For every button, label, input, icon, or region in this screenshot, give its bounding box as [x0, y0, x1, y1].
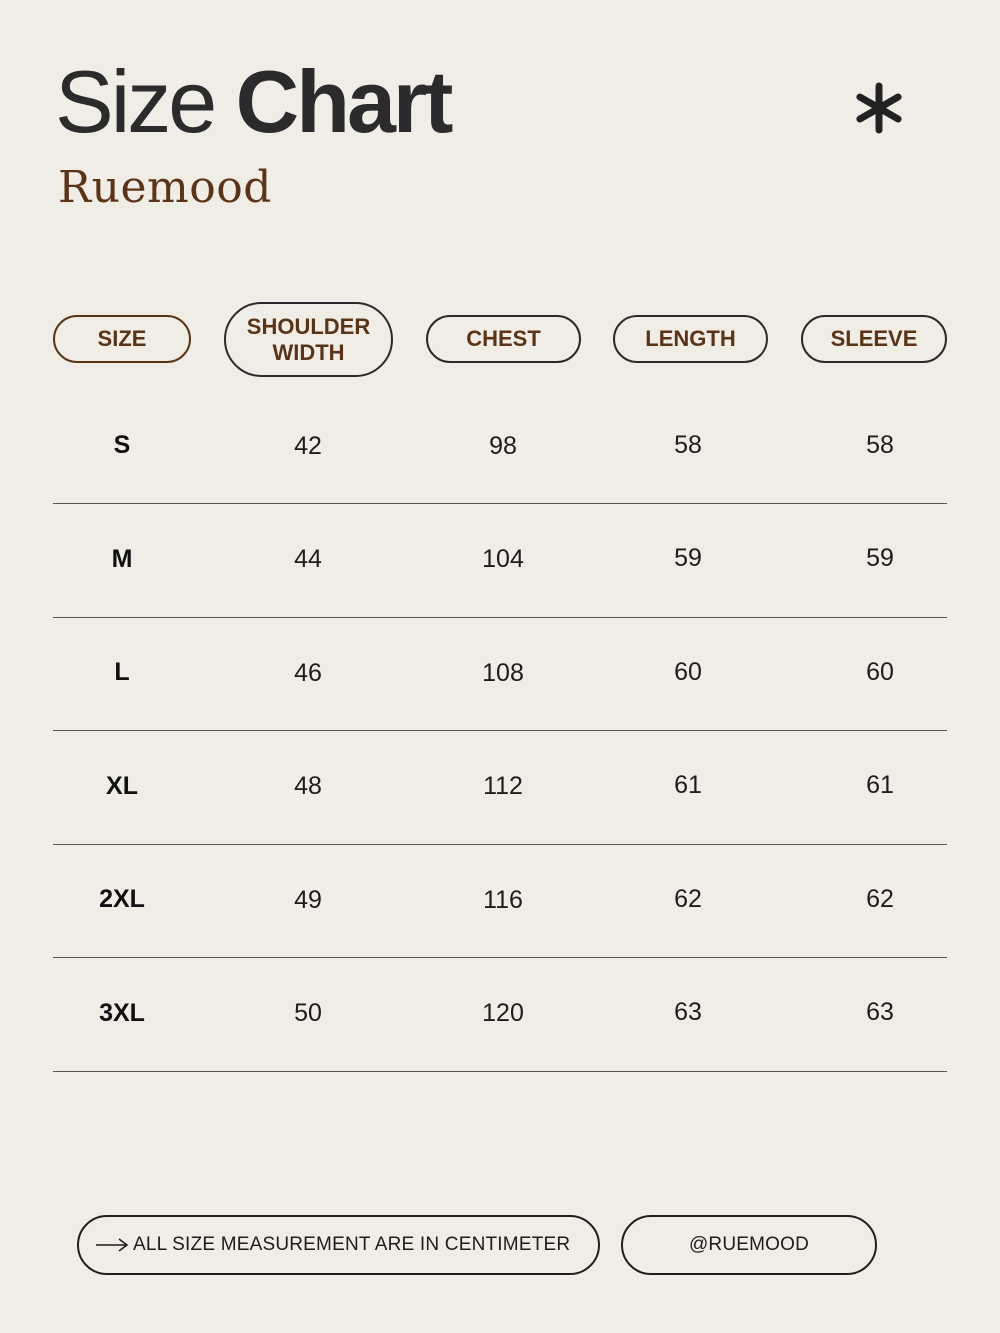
cell-shoulder-3xl: 50 [294, 999, 322, 1027]
cell-chest-2xl: 116 [483, 886, 523, 914]
cell-length-2xl: 62 [674, 885, 702, 913]
brand-name: Ruemood [58, 162, 272, 213]
cell-size-2xl: 2XL [99, 885, 145, 913]
cell-sleeve-3xl: 63 [866, 998, 894, 1026]
measurement-note [77, 1215, 600, 1275]
cell-sleeve-l: 60 [866, 658, 894, 686]
cell-shoulder-l: 46 [294, 659, 322, 687]
social-handle: @RUEMOOD [621, 1215, 877, 1275]
cell-length-3xl: 63 [674, 998, 702, 1026]
page-title [55, 52, 450, 152]
column-header-chest: CHEST [426, 315, 581, 363]
row-divider [53, 957, 947, 958]
cell-chest-s: 98 [489, 432, 517, 460]
cell-size-s: S [113, 431, 131, 459]
row-divider [53, 730, 947, 731]
cell-size-xl: XL [106, 772, 138, 800]
cell-chest-3xl: 120 [482, 999, 524, 1027]
row-divider [53, 617, 947, 618]
cell-size-l: L [114, 658, 130, 686]
cell-shoulder-xl: 48 [294, 772, 322, 800]
cell-shoulder-m: 44 [294, 545, 322, 573]
asterisk-icon [850, 68, 908, 148]
cell-chest-m: 104 [482, 545, 524, 573]
row-divider [53, 844, 947, 845]
column-header-shoulder-width: SHOULDER WIDTH [224, 302, 393, 377]
arrow-right-icon [95, 1238, 129, 1252]
cell-size-3xl: 3XL [99, 999, 145, 1027]
cell-length-l: 60 [674, 658, 702, 686]
cell-sleeve-s: 58 [866, 431, 894, 459]
column-header-size: SIZE [53, 315, 191, 363]
cell-chest-l: 108 [482, 659, 524, 687]
row-divider [53, 1071, 947, 1072]
cell-length-xl: 61 [674, 771, 702, 799]
cell-size-m: M [111, 545, 133, 573]
cell-shoulder-s: 42 [294, 432, 322, 460]
cell-shoulder-2xl: 49 [294, 886, 322, 914]
title-light: Size [55, 52, 215, 151]
column-header-sleeve: SLEEVE [801, 315, 947, 363]
cell-length-m: 59 [674, 544, 702, 572]
cell-sleeve-2xl: 62 [866, 885, 894, 913]
cell-sleeve-xl: 61 [866, 771, 894, 799]
column-header-length: LENGTH [613, 315, 768, 363]
cell-length-s: 58 [674, 431, 702, 459]
row-divider [53, 503, 947, 504]
cell-chest-xl: 112 [483, 772, 523, 800]
cell-sleeve-m: 59 [866, 544, 894, 572]
title-bold: Chart [235, 52, 451, 151]
measurement-note-text: ALL SIZE MEASUREMENT ARE IN CENTIMETER [133, 1234, 571, 1255]
